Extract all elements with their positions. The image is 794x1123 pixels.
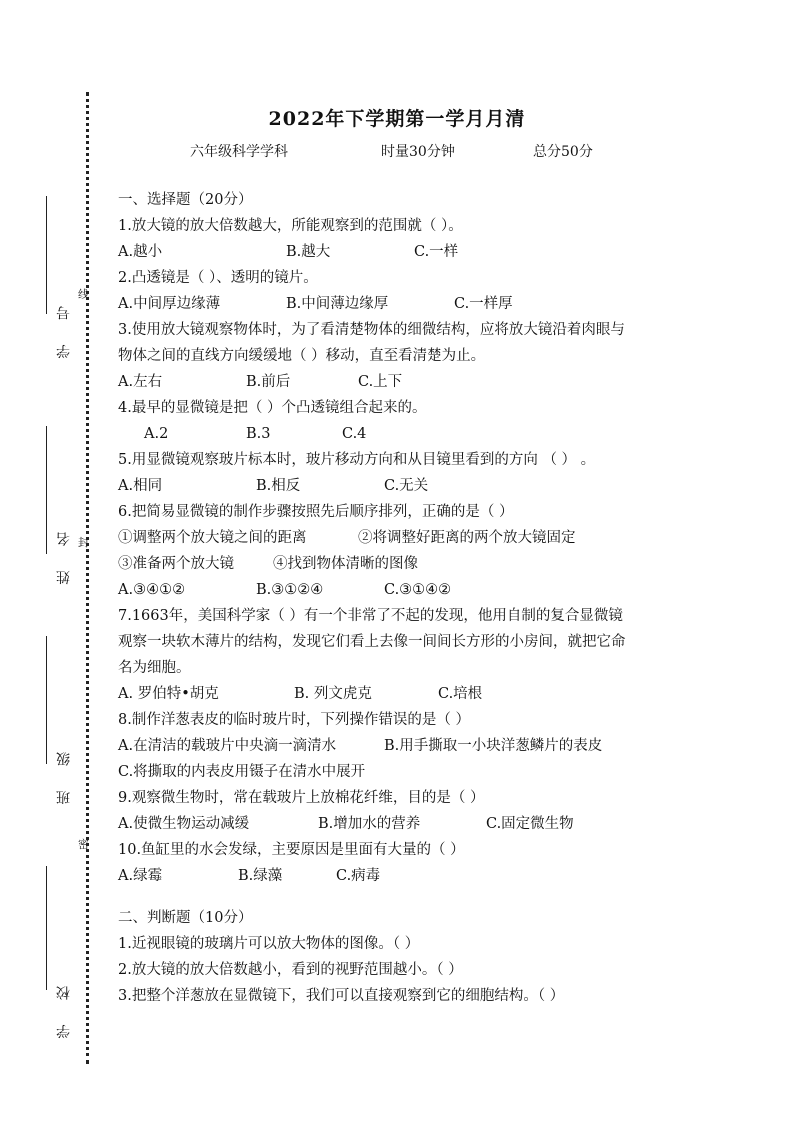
option-b: B.中间薄边缘厚 — [286, 296, 389, 312]
option-c: C.一样厚 — [454, 296, 513, 312]
judge-question-1: 1.近视眼镜的玻璃片可以放大物体的图像。（ ） — [118, 936, 420, 952]
student-id-blank — [46, 196, 47, 314]
exam-time: 时量30分钟 — [381, 144, 455, 160]
judge-question-3: 3.把整个洋葱放在显微镜下，我们可以直接观察到它的细胞结构。（ ） — [118, 988, 565, 1004]
question-5-options — [118, 473, 698, 499]
section1-heading: 一、选择题（20分） — [118, 192, 253, 208]
option-b: B.3 — [246, 426, 271, 442]
name-blank — [46, 426, 47, 554]
option-a: A.绿霉 — [118, 868, 163, 884]
question-1-options — [118, 239, 698, 265]
option-b: B.绿藻 — [238, 868, 283, 884]
option-a: A.相同 — [118, 478, 163, 494]
option-c: C.培根 — [438, 686, 483, 702]
binding-dotted-line — [86, 92, 89, 1064]
question-3-options — [118, 369, 698, 395]
option-a: A.左右 — [118, 374, 163, 390]
option-a: A.使微生物运动减缓 — [118, 816, 250, 832]
question-2: 2.凸透镜是（ ）、透明的镜片。 — [118, 270, 318, 286]
question-6-steps-row2 — [118, 551, 698, 577]
question-1: 1.放大镜的放大倍数越大，所能观察到的范围就（ ）。 — [118, 218, 463, 234]
separator-xian: 线 — [78, 288, 89, 301]
option-c: C.4 — [342, 426, 367, 442]
option-a: A.2 — [144, 426, 169, 442]
name-label: 姓 名 — [56, 522, 72, 585]
question-6-steps-row1 — [118, 525, 698, 551]
exam-title: 2022年下学期第一学月月清 — [268, 108, 526, 130]
total-score: 总分50分 — [533, 144, 593, 160]
question-10: 10.鱼缸里的水会发绿，主要原因是里面有大量的（ ） — [118, 842, 465, 858]
question-4: 4.最早的显微镜是把（ ）个凸透镜组合起来的。 — [118, 400, 427, 416]
question-6-options — [118, 577, 698, 603]
option-c: C.无关 — [384, 478, 429, 494]
question-6: 6.把简易显微镜的制作步骤按照先后顺序排列，正确的是（ ） — [118, 504, 514, 520]
question-7-line3: 名为细胞。 — [118, 660, 191, 676]
option-b: B.增加水的营养 — [318, 816, 421, 832]
option-c: C.③①④② — [384, 582, 452, 598]
option-a: A.越小 — [118, 244, 163, 260]
question-2-options — [118, 291, 698, 317]
option-b: B.相反 — [256, 478, 301, 494]
class-blank — [46, 636, 47, 764]
option-b: B.用手撕取一小块洋葱鳞片的表皮 — [384, 738, 603, 754]
exam-content — [118, 187, 698, 1009]
question-8: 8.制作洋葱表皮的临时玻片时，下列操作错误的是（ ） — [118, 712, 470, 728]
school-blank — [46, 866, 47, 990]
option-c: C.上下 — [358, 374, 403, 390]
grade-subject: 六年级科学学科 — [190, 144, 288, 160]
question-9: 9.观察微生物时，常在载玻片上放棉花纤维，目的是（ ） — [118, 790, 485, 806]
option-b: B. 列文虎克 — [294, 686, 372, 702]
option-a: A.③④①② — [118, 582, 186, 598]
step-1: ①调整两个放大镜之间的距离 — [118, 530, 307, 546]
step-2: ②将调整好距离的两个放大镜固定 — [358, 530, 576, 546]
class-label: 班 级 — [56, 742, 72, 805]
section2-heading: 二、判断题（10分） — [118, 910, 253, 926]
question-8-options-row1 — [118, 733, 698, 759]
question-7-line2: 观察一块软木薄片的结构，发现它们看上去像一间间长方形的小房间，就把它命 — [118, 634, 626, 650]
question-5: 5.用显微镜观察玻片标本时，玻片移动方向和从目镜里看到的方向 （ ） 。 — [118, 452, 596, 468]
judge-question-2: 2.放大镜的放大倍数越小，看到的视野范围越小。（ ） — [118, 962, 463, 978]
separator-mi: 密 — [78, 838, 89, 851]
option-b: B.越大 — [286, 244, 331, 260]
option-a: A. 罗伯特•胡克 — [118, 686, 219, 702]
question-3-line1: 3.使用放大镜观察物体时，为了看清楚物体的细微结构，应将放大镜沿着肉眼与 — [118, 322, 625, 338]
question-9-options — [118, 811, 698, 837]
question-10-options — [118, 863, 698, 889]
question-4-options — [118, 421, 698, 447]
option-c: C.病毒 — [336, 868, 381, 884]
school-label: 学 校 — [56, 976, 72, 1039]
student-id-label: 学 号 — [56, 296, 72, 359]
question-7-line1: 7.1663年，美国科学家（ ）有一个非常了不起的发现，他用自制的复合显微镜 — [118, 608, 623, 624]
question-7-options — [118, 681, 698, 707]
separator-feng: 封 — [78, 536, 89, 549]
step-3: ③准备两个放大镜 — [118, 556, 234, 572]
option-b: B.③①②④ — [256, 582, 324, 598]
option-c: C.一样 — [414, 244, 459, 260]
option-c: C.固定微生物 — [486, 816, 574, 832]
question-3-line2: 物体之间的直线方向缓缓地（ ）移动，直至看清楚为止。 — [118, 348, 486, 364]
option-b: B.前后 — [246, 374, 291, 390]
option-c: C.将撕取的内表皮用镊子在清水中展开 — [118, 764, 366, 780]
option-a: A.在清洁的载玻片中央滴一滴清水 — [118, 738, 337, 754]
option-a: A.中间厚边缘薄 — [118, 296, 221, 312]
step-4: ④找到物体清晰的图像 — [273, 556, 418, 572]
